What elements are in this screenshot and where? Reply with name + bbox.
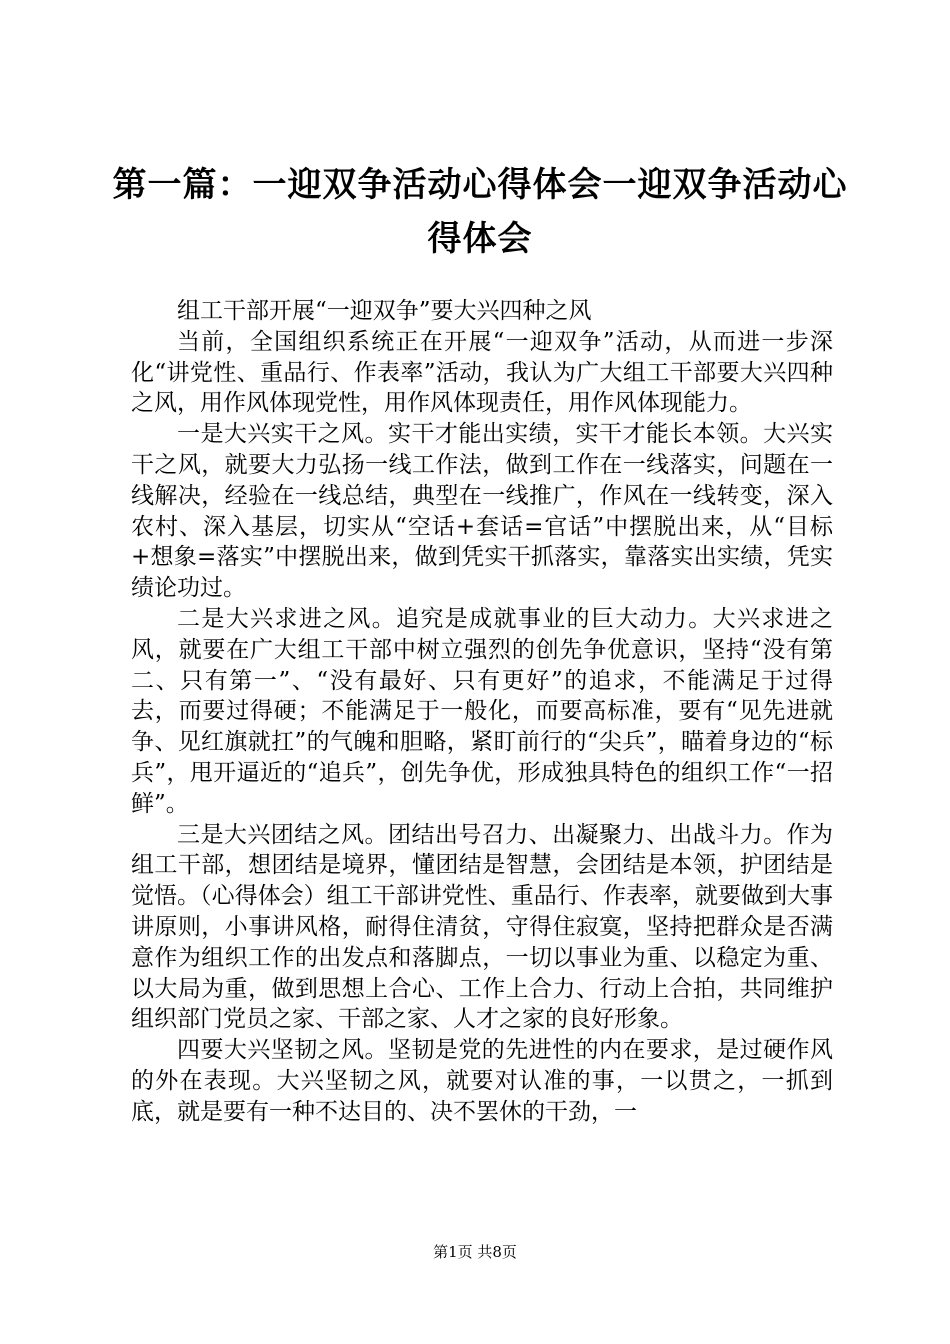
paragraph-point-two: 二是大兴求进之风。追究是成就事业的巨大动力。大兴求进之风，就要在广大组工干部中树立强烈的创先争优意识，坚持“没有第二、只有第一”、“没有最好、只有更好”的追求，不能满足于过得去，而要过得硬；不能满足于一般化，而要高标准，要有“见先进就争、见红旗就扛”的气魄和胆略，紧盯前行的“尖兵”，瞄着身边的“标兵”，甩开逼近的“追兵”，创先争优，形成独具特色的组织工作“一招鲜”。 xyxy=(131,605,833,817)
document-body xyxy=(131,296,833,1128)
paragraph-subtitle: 组工干部开展“一迎双争”要大兴四种之风 xyxy=(177,298,592,324)
paragraph-point-four: 四要大兴坚韧之风。坚韧是党的先进性的内在要求，是过硬作风的外在表现。大兴坚韧之风，就要对认准的事，一以贯之，一抓到底，就是要有一种不达目的、决不罢休的干劲，一 xyxy=(131,1037,833,1125)
paragraph-point-one: 一是大兴实干之风。实干才能出实绩，实干才能长本领。大兴实干之风，就要大力弘扬一线工作法，做到工作在一线落实，问题在一线解决，经验在一线总结，典型在一线推广，作风在一线转变，深入农村、深入基层，切实从“空话+套话=官话”中摆脱出来，从“目标+想象=落实”中摆脱出来，做到凭实干抓落实，靠落实出实绩，凭实绩论功过。 xyxy=(131,421,833,602)
paragraph-point-three: 三是大兴团结之风。团结出号召力、出凝聚力、出战斗力。作为组工干部，想团结是境界，懂团结是智慧，会团结是本领，护团结是觉悟。（心得体会）组工干部讲党性、重品行、作表率，就要做到大事讲原则，小事讲风格，耐得住清贫，守得住寂寞，坚持把群众是否满意作为组织工作的出发点和落脚点，一切以事业为重、以稳定为重、以大局为重，做到思想上合心、工作上合力、行动上合拍，共同维护组织部门党员之家、干部之家、人才之家的良好形象。 xyxy=(131,821,833,1033)
page-number-footer: 第1页 共8页 xyxy=(433,1243,517,1261)
paragraph-intro: 当前，全国组织系统正在开展“一迎双争”活动，从而进一步深化“讲党性、重品行、作表率”活动，我认为广大组工干部要大兴四种之风，用作风体现党性，用作风体现责任，用作风体现能力。 xyxy=(131,328,833,417)
document-title: 第一篇：一迎双争活动心得体会一迎双争活动心得体会 xyxy=(112,165,848,259)
